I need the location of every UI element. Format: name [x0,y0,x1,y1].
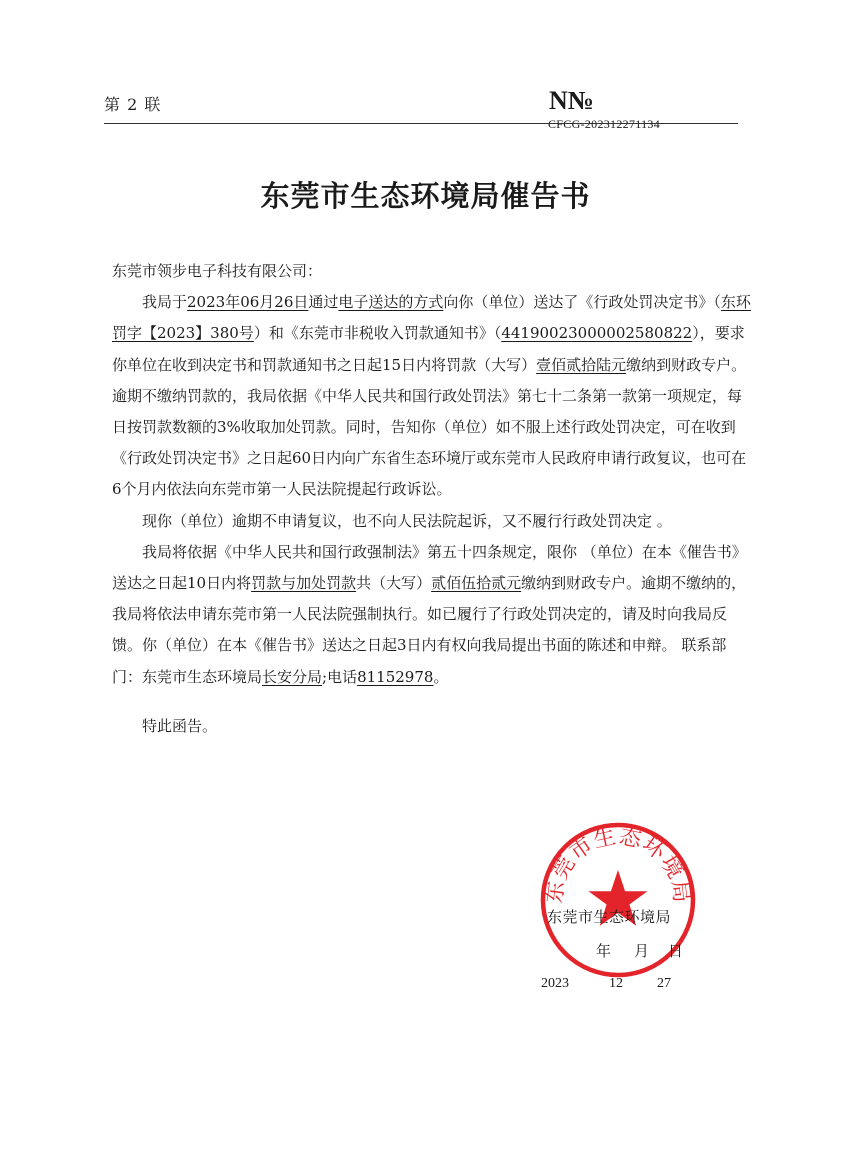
p3-text-2: 共（大写） [356,574,432,593]
addressee: 东莞市领步电子科技有限公司： [112,262,323,280]
p3-text-4: ;电话 [322,667,358,686]
paragraph-1 [112,287,752,505]
document-title: 东莞市生态环境局催告书 [260,179,591,213]
month-label: 月 [634,942,650,960]
copy-number-label: 第 2 联 [104,95,162,114]
year-label: 年 [596,942,612,960]
closing-remark: 特此函告。 [142,716,218,735]
issue-day: 27 [657,976,671,991]
header-rule [104,123,738,124]
p1-text-6: 缴纳到财政专户。逾期不缴纳罚款的，我局依据《中华人民共和国行政处罚法》第七十二条第一款第一项规定，每日按罚款数额的3%收取加处罚款。同时，告知你（单位）如不服上述行政处罚决定，可在收到《行政处罚决定书》之日起60日内向广东省生态环境厅或东莞市人民政府申请行政复议，也可在6个月内依法向东莞市第一人民法院提起行政诉讼。 [112,355,747,499]
paragraph-2: 现你（单位）逾期不申请复议，也不向人民法院起诉，又不履行行政处罚决定 。 [142,511,672,530]
document-body [112,256,752,742]
p1-text-2: 通过 [308,293,339,312]
contact-phone: 81152978 [357,667,434,686]
delivery-method: 电子送达的方式 [338,293,444,312]
p1-text-4: ）和《东莞市非税收入罚款通知书》（ [253,324,502,343]
issue-year: 2023 [541,976,569,991]
issue-month: 12 [609,976,623,991]
paragraph-3 [112,537,752,693]
p1-text-5: ），要求你单位在收到决定书和罚款通知书之日起15日内将罚款（大写） [112,324,745,374]
p3-text-3: 缴纳到财政专户。逾期不缴纳的，我局将依法申请东莞市第一人民法院强制执行。如已履行了行政处罚决定的，请及时向我局反馈。你（单位）在本《催告书》送达之日起3日内有权向我局提出书面的陈述和申辩。 联系部门：东莞市生态环境局 [112,574,747,686]
seal-text: 东莞市生态环境局 [542,824,694,905]
total-amount: 贰佰伍拾贰元 [431,574,522,593]
fine-amount: 壹佰贰拾陆元 [536,355,627,374]
document-serial: CFCG-202312271134 [548,117,660,131]
day-label: 日 [668,942,684,960]
notice-number: 44190023000002580822 [501,324,693,343]
p1-text-3: 向你（单位）送达了《行政处罚决定书》（ [443,293,721,312]
issuing-authority: 东莞市生态环境局 [547,908,672,926]
number-sign: N№ [549,86,594,115]
p1-text-1: 我局于 [142,293,188,312]
p3-text-5: 。 [433,667,449,686]
case-number: 东环罚字【2023】380号 [112,293,751,343]
p3-text-1: 我局将依据《中华人民共和国行政强制法》第五十四条规定，限你 （单位）在本《催告书》送达之日起10日内将 [112,542,747,593]
penalty-type: 罚款与加处罚款 [251,574,357,593]
delivery-date: 2023年06月26日 [187,293,309,312]
branch-office: 长安分局 [262,667,323,686]
